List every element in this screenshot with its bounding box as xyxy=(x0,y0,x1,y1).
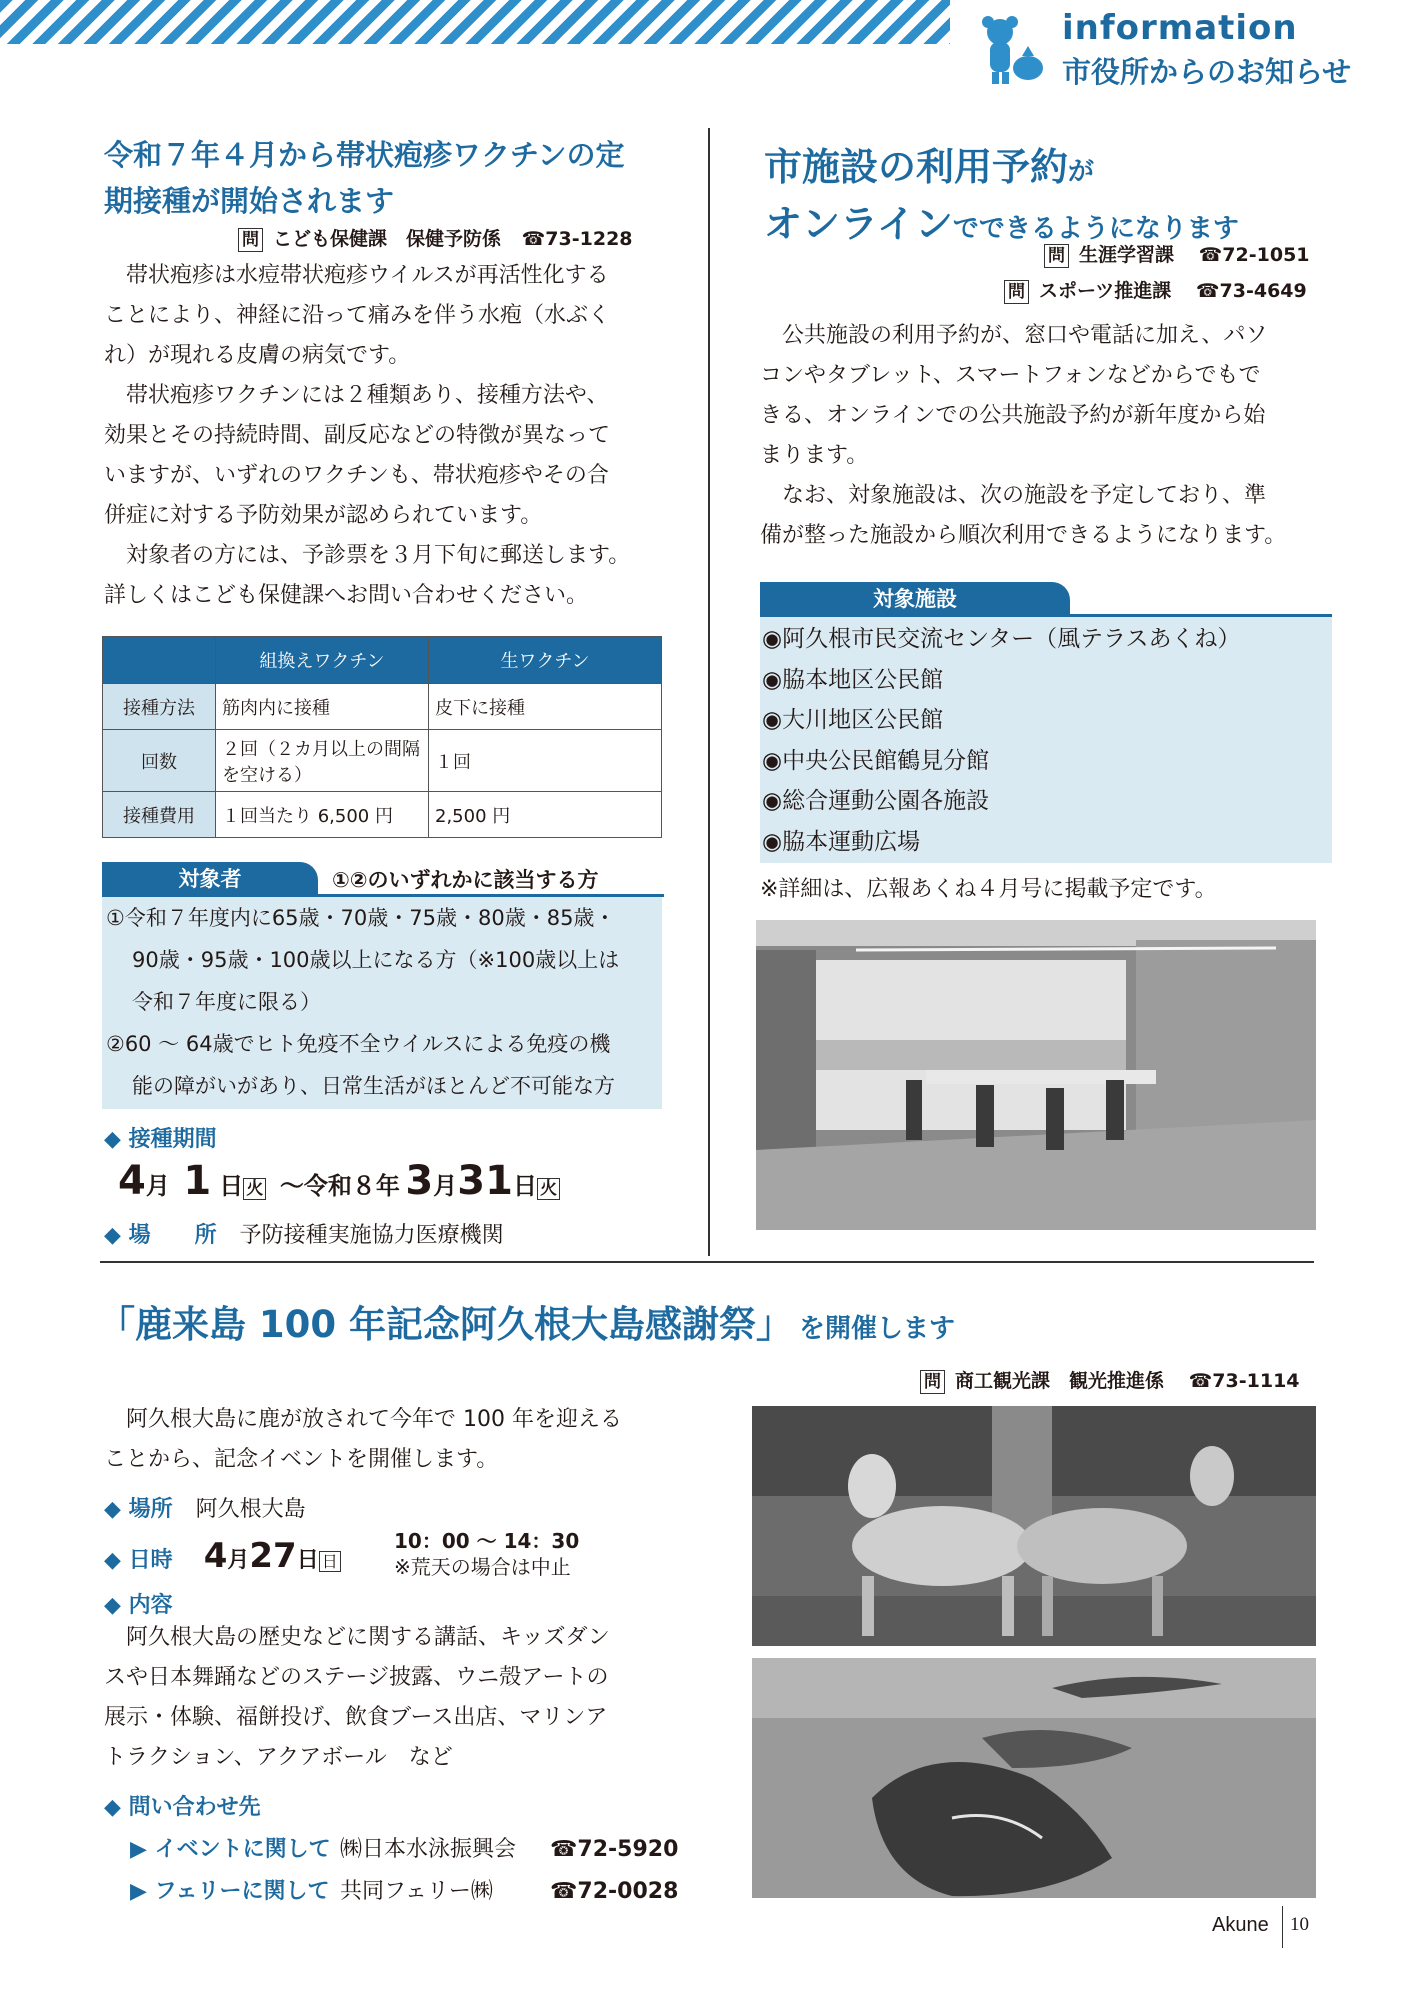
header-title-jp: 市役所からのお知らせ xyxy=(1062,55,1352,89)
festival-title: 「鹿来島 100 年記念阿久根大島感謝祭」 を開催します xyxy=(98,1303,956,1346)
facilities-panel xyxy=(760,617,1332,863)
target-panel: ①令和７年度内に65歳・70歳・75歳・80歳・85歳・ 90歳・95歳・100歳以上になる方（※100歳以上は 令和７年度に限る） ②60 ～ 64歳でヒト免疫不全ウイルスによる免疫の機 能の障がいがあり、日常生活がほとんど不可能な方 xyxy=(102,897,662,1109)
festival-time: 10：00 ～ 14：30 ※荒天の場合は中止 xyxy=(394,1529,580,1579)
inquiry-mark: 問 xyxy=(1004,280,1029,304)
deer-photo xyxy=(752,1406,1316,1646)
inquiry-event: ▶ イベントに関して ㈱日本水泳振興会 ☎72-5920 xyxy=(130,1837,679,1862)
festival-date: ◆ 日時 4月27日 日 xyxy=(104,1536,341,1576)
table-row: 接種方法 筋肉内に接種 皮下に接種 xyxy=(103,684,662,730)
list-item: ◉脇本運動広場 xyxy=(762,828,921,855)
shingles-title: 令和７年４月から帯状疱疹ワクチンの定 期接種が開始されます xyxy=(104,138,625,218)
inquiry-mark: 問 xyxy=(238,228,263,252)
content-label: ◆ 内容 xyxy=(104,1593,173,1618)
shingles-body: 帯状疱疹は水痘帯状疱疹ウイルスが再活性化する ことにより、神経に沿って痛みを伴う水疱（水ぶく れ）が現れる皮膚の病気です。 帯状疱疹ワクチンには２種類あり、接種方法や、 効果とその持続時間、副反応などの特徴が異なって いますが、いずれのワクチンも、帯状疱疹やその合 併症に対する予防効果が認められています。 対象者の方には、予診票を３月下旬に郵送します。 詳しくはこども保健課へお問い合わせください。 xyxy=(104,263,631,608)
footer-brand: Akune xyxy=(1212,1914,1269,1936)
mascot-icon xyxy=(972,12,1052,88)
inquiry-mark: 問 xyxy=(920,1370,945,1394)
island-aerial-photo xyxy=(752,1658,1316,1898)
list-item: ◉中央公民館鶴見分館 xyxy=(762,747,990,774)
festival-contact: 問 商工観光課 観光推進係 ☎73-1114 xyxy=(920,1366,1300,1394)
header-title-en: information xyxy=(1062,8,1298,48)
festival-intro: 阿久根大島に鹿が放されて今年で 100 年を迎える ことから、記念イベントを開催します。 xyxy=(104,1407,622,1472)
section-divider xyxy=(100,1261,1314,1263)
target-note: ①②のいずれかに該当する方 xyxy=(332,868,599,892)
shingles-contact: 問 こども保健課 保健予防係 ☎73-1228 xyxy=(238,224,633,252)
page-number: 10 xyxy=(1290,1914,1309,1935)
target-label: 対象者 xyxy=(102,862,318,896)
shingles-place: ◆ 場 所 予防接種実施協力医療機関 xyxy=(104,1223,504,1248)
table-row: 接種費用 １回当たり 6,500 円 2,500 円 xyxy=(103,792,662,838)
list-item: ◉阿久根市民交流センター（風テラスあくね） xyxy=(762,626,1241,652)
table-header: 生ワクチン xyxy=(429,637,662,684)
booking-contact-2: 問 スポーツ推進課 ☎73-4649 xyxy=(1004,276,1307,304)
inquiry-mark: 問 xyxy=(1044,244,1069,268)
festival-place: ◆ 場所 阿久根大島 xyxy=(104,1497,306,1522)
booking-body: 公共施設の利用予約が、窓口や電話に加え、パソ コンやタブレット、スマートフォンなどからでもで きる、オンラインでの公共施設予約が新年度から始 まります。 なお、対象施設は、次の施設を予定しており、準 備が整った施設から順次利用できるようになります。 xyxy=(760,323,1287,548)
booking-contact-1: 問 生涯学習課 ☎72-1051 xyxy=(1044,240,1310,268)
header-stripe xyxy=(0,0,950,44)
footer-divider xyxy=(1282,1906,1283,1948)
table-header: 組換えワクチン xyxy=(216,637,429,684)
list-item: ◉総合運動公園各施設 xyxy=(762,788,990,814)
festival-content: 阿久根大島の歴史などに関する講話、キッズダン スや日本舞踊などのステージ披露、ウニ殻アートの 展示・体験、福餅投げ、飲食ブース出店、マリンア トラクション、アクアボール など xyxy=(104,1625,610,1770)
booking-title: 市施設の利用予約が オンラインでできるようになります xyxy=(764,145,1239,246)
inquiry-label: ◆ 問い合わせ先 xyxy=(104,1795,261,1820)
list-item: ◉脇本地区公民館 xyxy=(762,666,944,693)
list-item: ◉大川地区公民館 xyxy=(762,707,944,733)
period-dates: 4月 1 日 火 ～令和８年 3月31日 火 xyxy=(118,1158,560,1204)
period-label: ◆ 接種期間 xyxy=(104,1127,217,1152)
table-row: 回数 ２回（２カ月以上の間隔を空ける） １回 xyxy=(103,730,662,792)
inquiry-ferry: ▶ フェリーに関して 共同フェリー㈱ ☎72-0028 xyxy=(130,1879,679,1904)
column-divider xyxy=(708,128,710,1256)
meeting-room-photo xyxy=(756,920,1316,1230)
facilities-note: ※詳細は、広報あくね４月号に掲載予定です。 xyxy=(760,877,1217,902)
facilities-label: 対象施設 xyxy=(760,582,1070,616)
vaccine-table xyxy=(102,636,662,838)
